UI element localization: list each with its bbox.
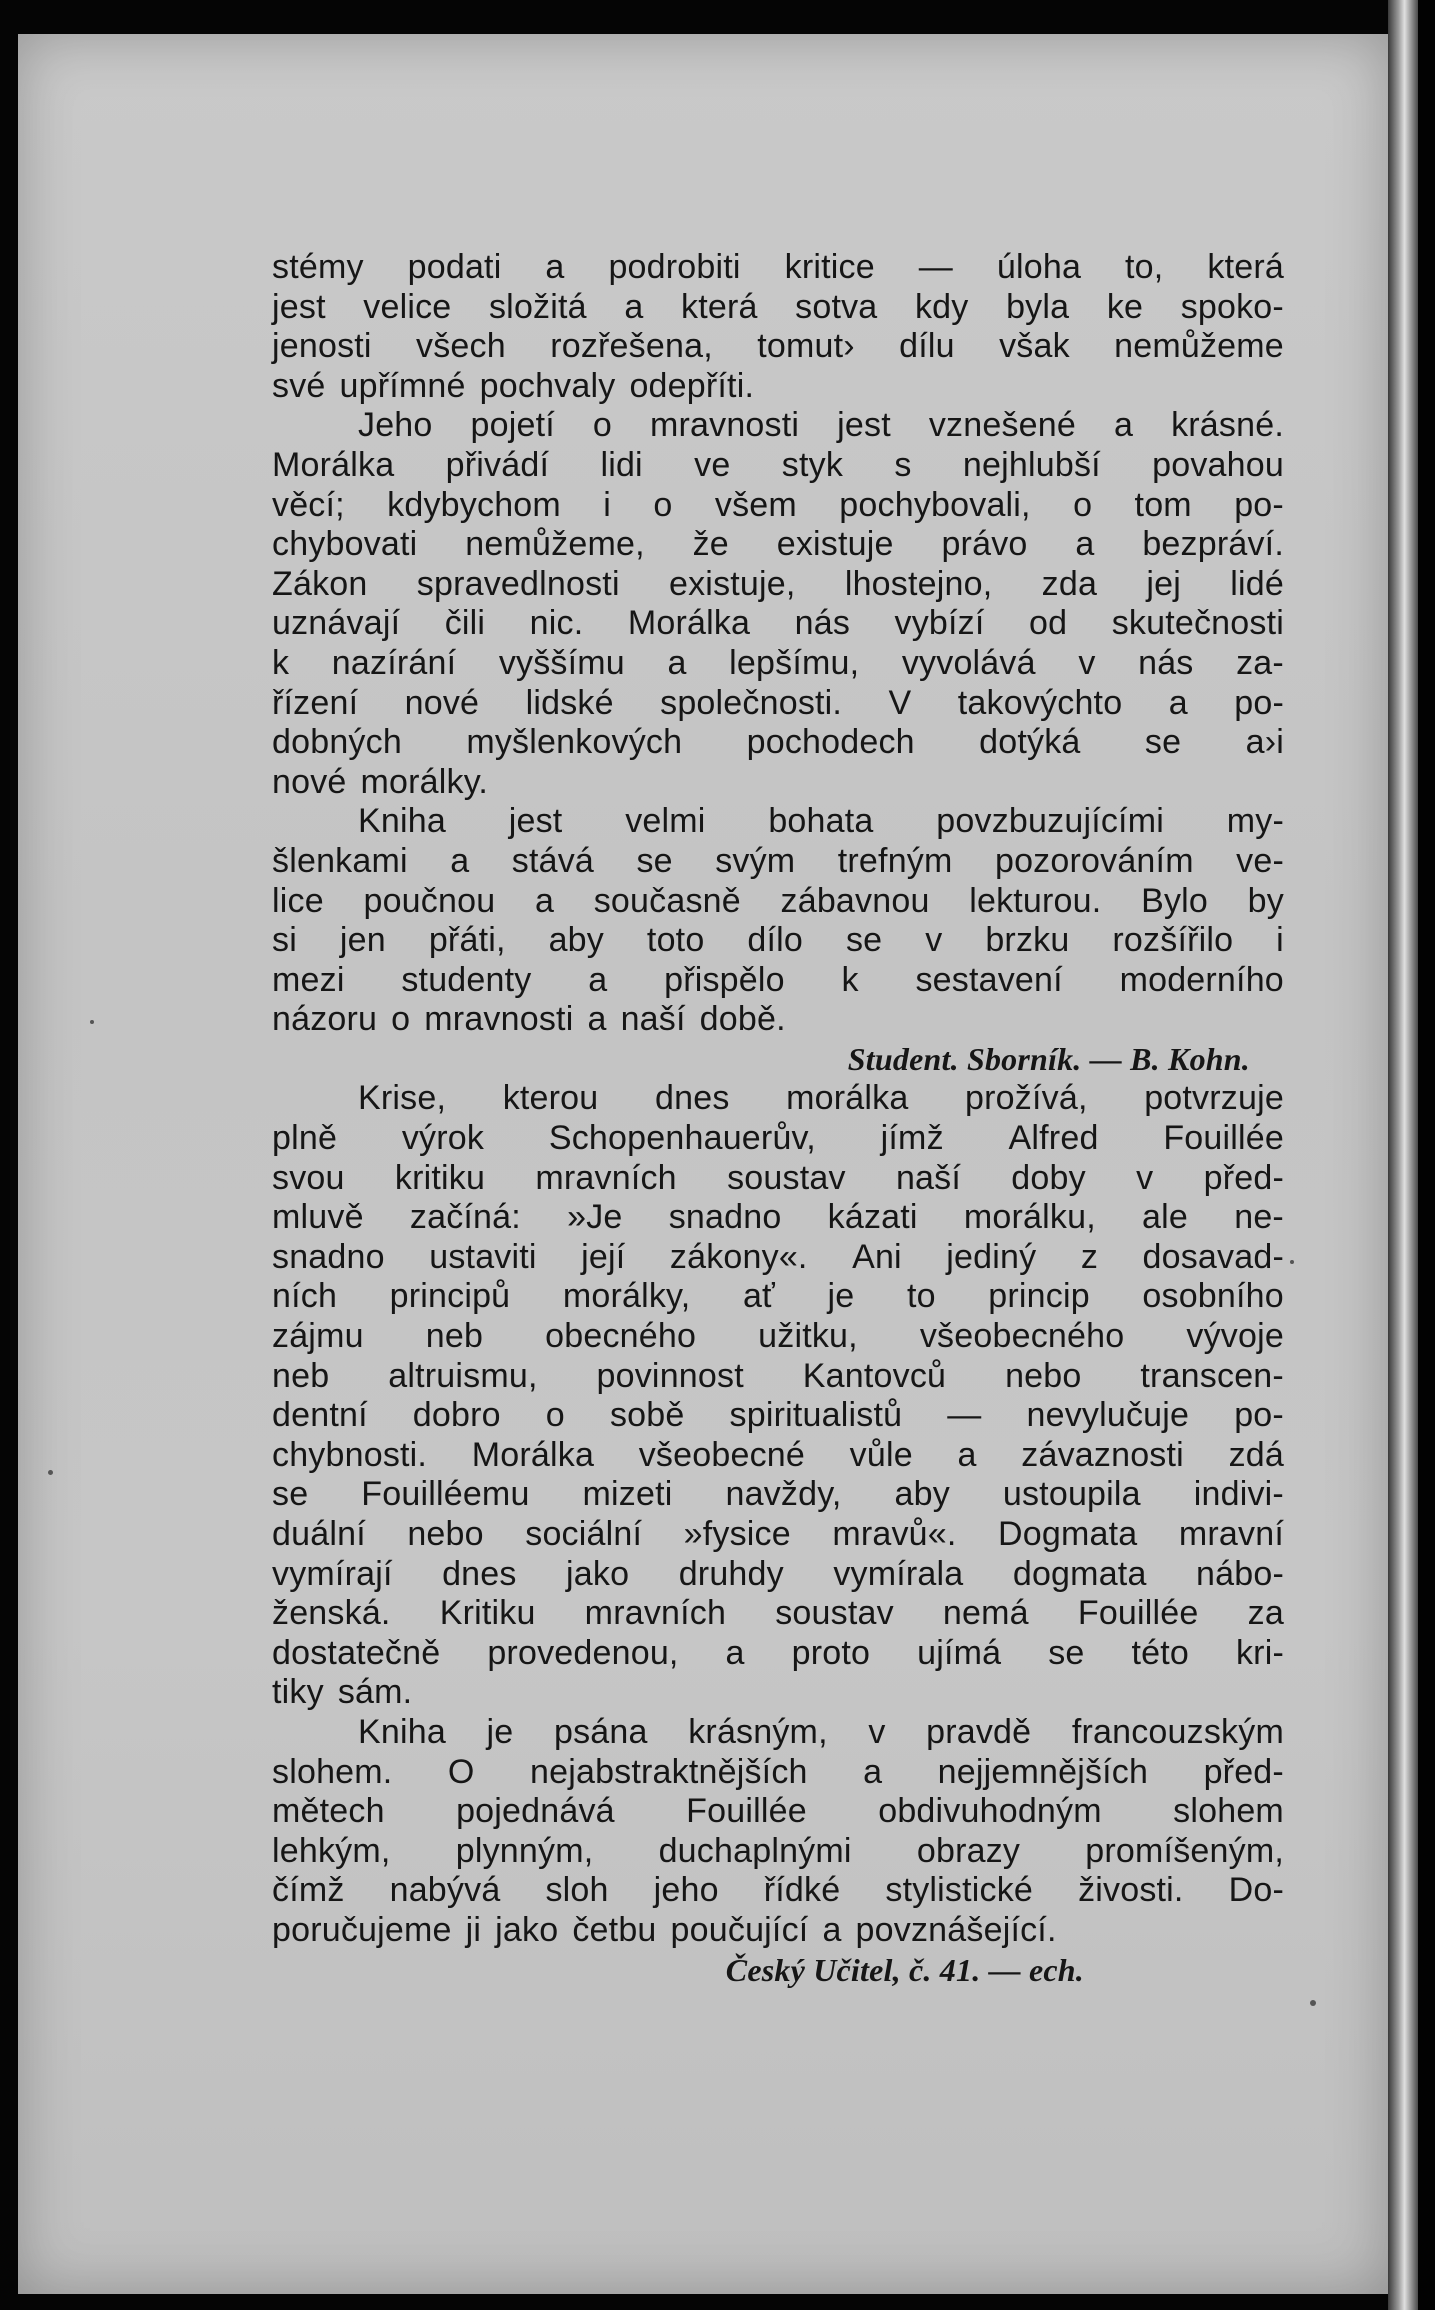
article-text (272, 248, 1284, 1990)
speck (90, 1020, 94, 1024)
text-line: Krise, kterou dnes morálka prožívá, potvrzuje (358, 1079, 1284, 1118)
text-line: plně výrok Schopenhauerův, jímž Alfred Fouillée (272, 1119, 1284, 1158)
scan-border (1418, 0, 1435, 2310)
text-line: Kniha je psána krásným, v pravdě francouzským (358, 1712, 1284, 1751)
text-line: lehkým, plynným, duchaplnými obrazy promíšeným, (272, 1831, 1284, 1870)
text-line: svou kritiku mravních soustav naší doby v před- (272, 1158, 1284, 1197)
text-line: se Fouilléemu mizeti navždy, aby ustoupila indivi- (272, 1475, 1284, 1514)
speck (48, 1470, 53, 1475)
text-line: své upřímné pochvaly odepříti. (272, 366, 755, 405)
text-line: slohem. O nejabstraktnějších a nejjemnějších před- (272, 1752, 1284, 1791)
text-line: lice poučnou a současně zábavnou lekturou. Bylo by (272, 881, 1284, 920)
review-attribution: Český Učitel, č. 41. — ech. (725, 1951, 1084, 1988)
text-line: poručujeme ji jako četbu poučující a povznášející. (272, 1910, 1057, 1949)
text-line: mluvě začíná: »Je snadno kázati morálku, ale ne- (272, 1198, 1284, 1237)
text-line: ních principů morálky, ať je to princip osobního (272, 1277, 1284, 1316)
text-line: tiky sám. (272, 1673, 413, 1712)
text-line: stémy podati a podrobiti kritice — úloha to, která (272, 248, 1284, 286)
text-line: Morálka přivádí lidi ve styk s nejhlubší povahou (272, 445, 1284, 484)
speck (1310, 2000, 1316, 2006)
text-line: dobných myšlenkových pochodech dotýká se a›i (272, 723, 1284, 762)
text-line: Kniha jest velmi bohata povzbuzujícími my- (358, 802, 1284, 841)
text-line: šlenkami a stává se svým trefným pozorováním ve- (272, 841, 1284, 880)
text-line: Zákon spravedlnosti existuje, lhostejno, zda jej lidé (272, 564, 1284, 603)
text-line: neb altruismu, povinnost Kantovců nebo transcen- (272, 1356, 1284, 1395)
text-line: k nazírání vyššímu a lepšímu, vyvolává v nás za- (272, 643, 1284, 682)
text-line: dentní dobro o sobě spiritualistů — nevylučuje po- (272, 1396, 1284, 1435)
scan-edge (1388, 0, 1418, 2310)
text-line: si jen přáti, aby toto dílo se v brzku rozšířilo i (272, 921, 1284, 960)
text-line: snadno ustaviti její zákony«. Ani jediný z dosavad- (272, 1237, 1284, 1276)
text-line: chybnosti. Morálka všeobecné vůle a závaznosti zdá (272, 1435, 1284, 1474)
text-line: nové morálky. (272, 762, 489, 801)
text-line: mezi studenty a přispělo k sestavení moderního (272, 960, 1284, 999)
speck (1290, 1260, 1294, 1264)
text-line: dostatečně provedenou, a proto ujímá se této kri- (272, 1633, 1284, 1672)
text-line: řízení nové lidské společnosti. V takovýchto a po- (272, 683, 1284, 722)
text-line: chybovati nemůžeme, že existuje právo a bezpráví. (272, 525, 1284, 564)
text-line: jest velice složitá a která sotva kdy byla ke spoko- (272, 287, 1284, 326)
text-line: jenosti všech rozřešena, tomut› dílu však nemůžeme (272, 327, 1284, 366)
text-line: čímž nabývá sloh jeho řídké stylistické živosti. Do- (272, 1871, 1284, 1910)
text-line: zájmu neb obecného užitku, všeobecného vývoje (272, 1317, 1284, 1356)
text-line: uznávají čili nic. Morálka nás vybízí od skutečnosti (272, 604, 1284, 643)
text-line: duální nebo sociální »fysice mravů«. Dogmata mravní (272, 1515, 1284, 1553)
text-line: mětech pojednává Fouillée obdivuhodným slohem (272, 1792, 1284, 1831)
text-line: věcí; kdybychom i o všem pochybovali, o tom po- (272, 485, 1284, 524)
text-line: ženská. Kritiku mravních soustav nemá Fouillée za (272, 1594, 1284, 1633)
text-line: Jeho pojetí o mravnosti jest vznešené a krásné. (358, 406, 1284, 445)
text-line: názoru o mravnosti a naší době. (272, 1000, 786, 1039)
text-line: vymírají dnes jako druhdy vymírala dogmata nábo- (272, 1554, 1284, 1593)
review-attribution: Student. Sborník. — B. Kohn. (847, 1040, 1250, 1077)
